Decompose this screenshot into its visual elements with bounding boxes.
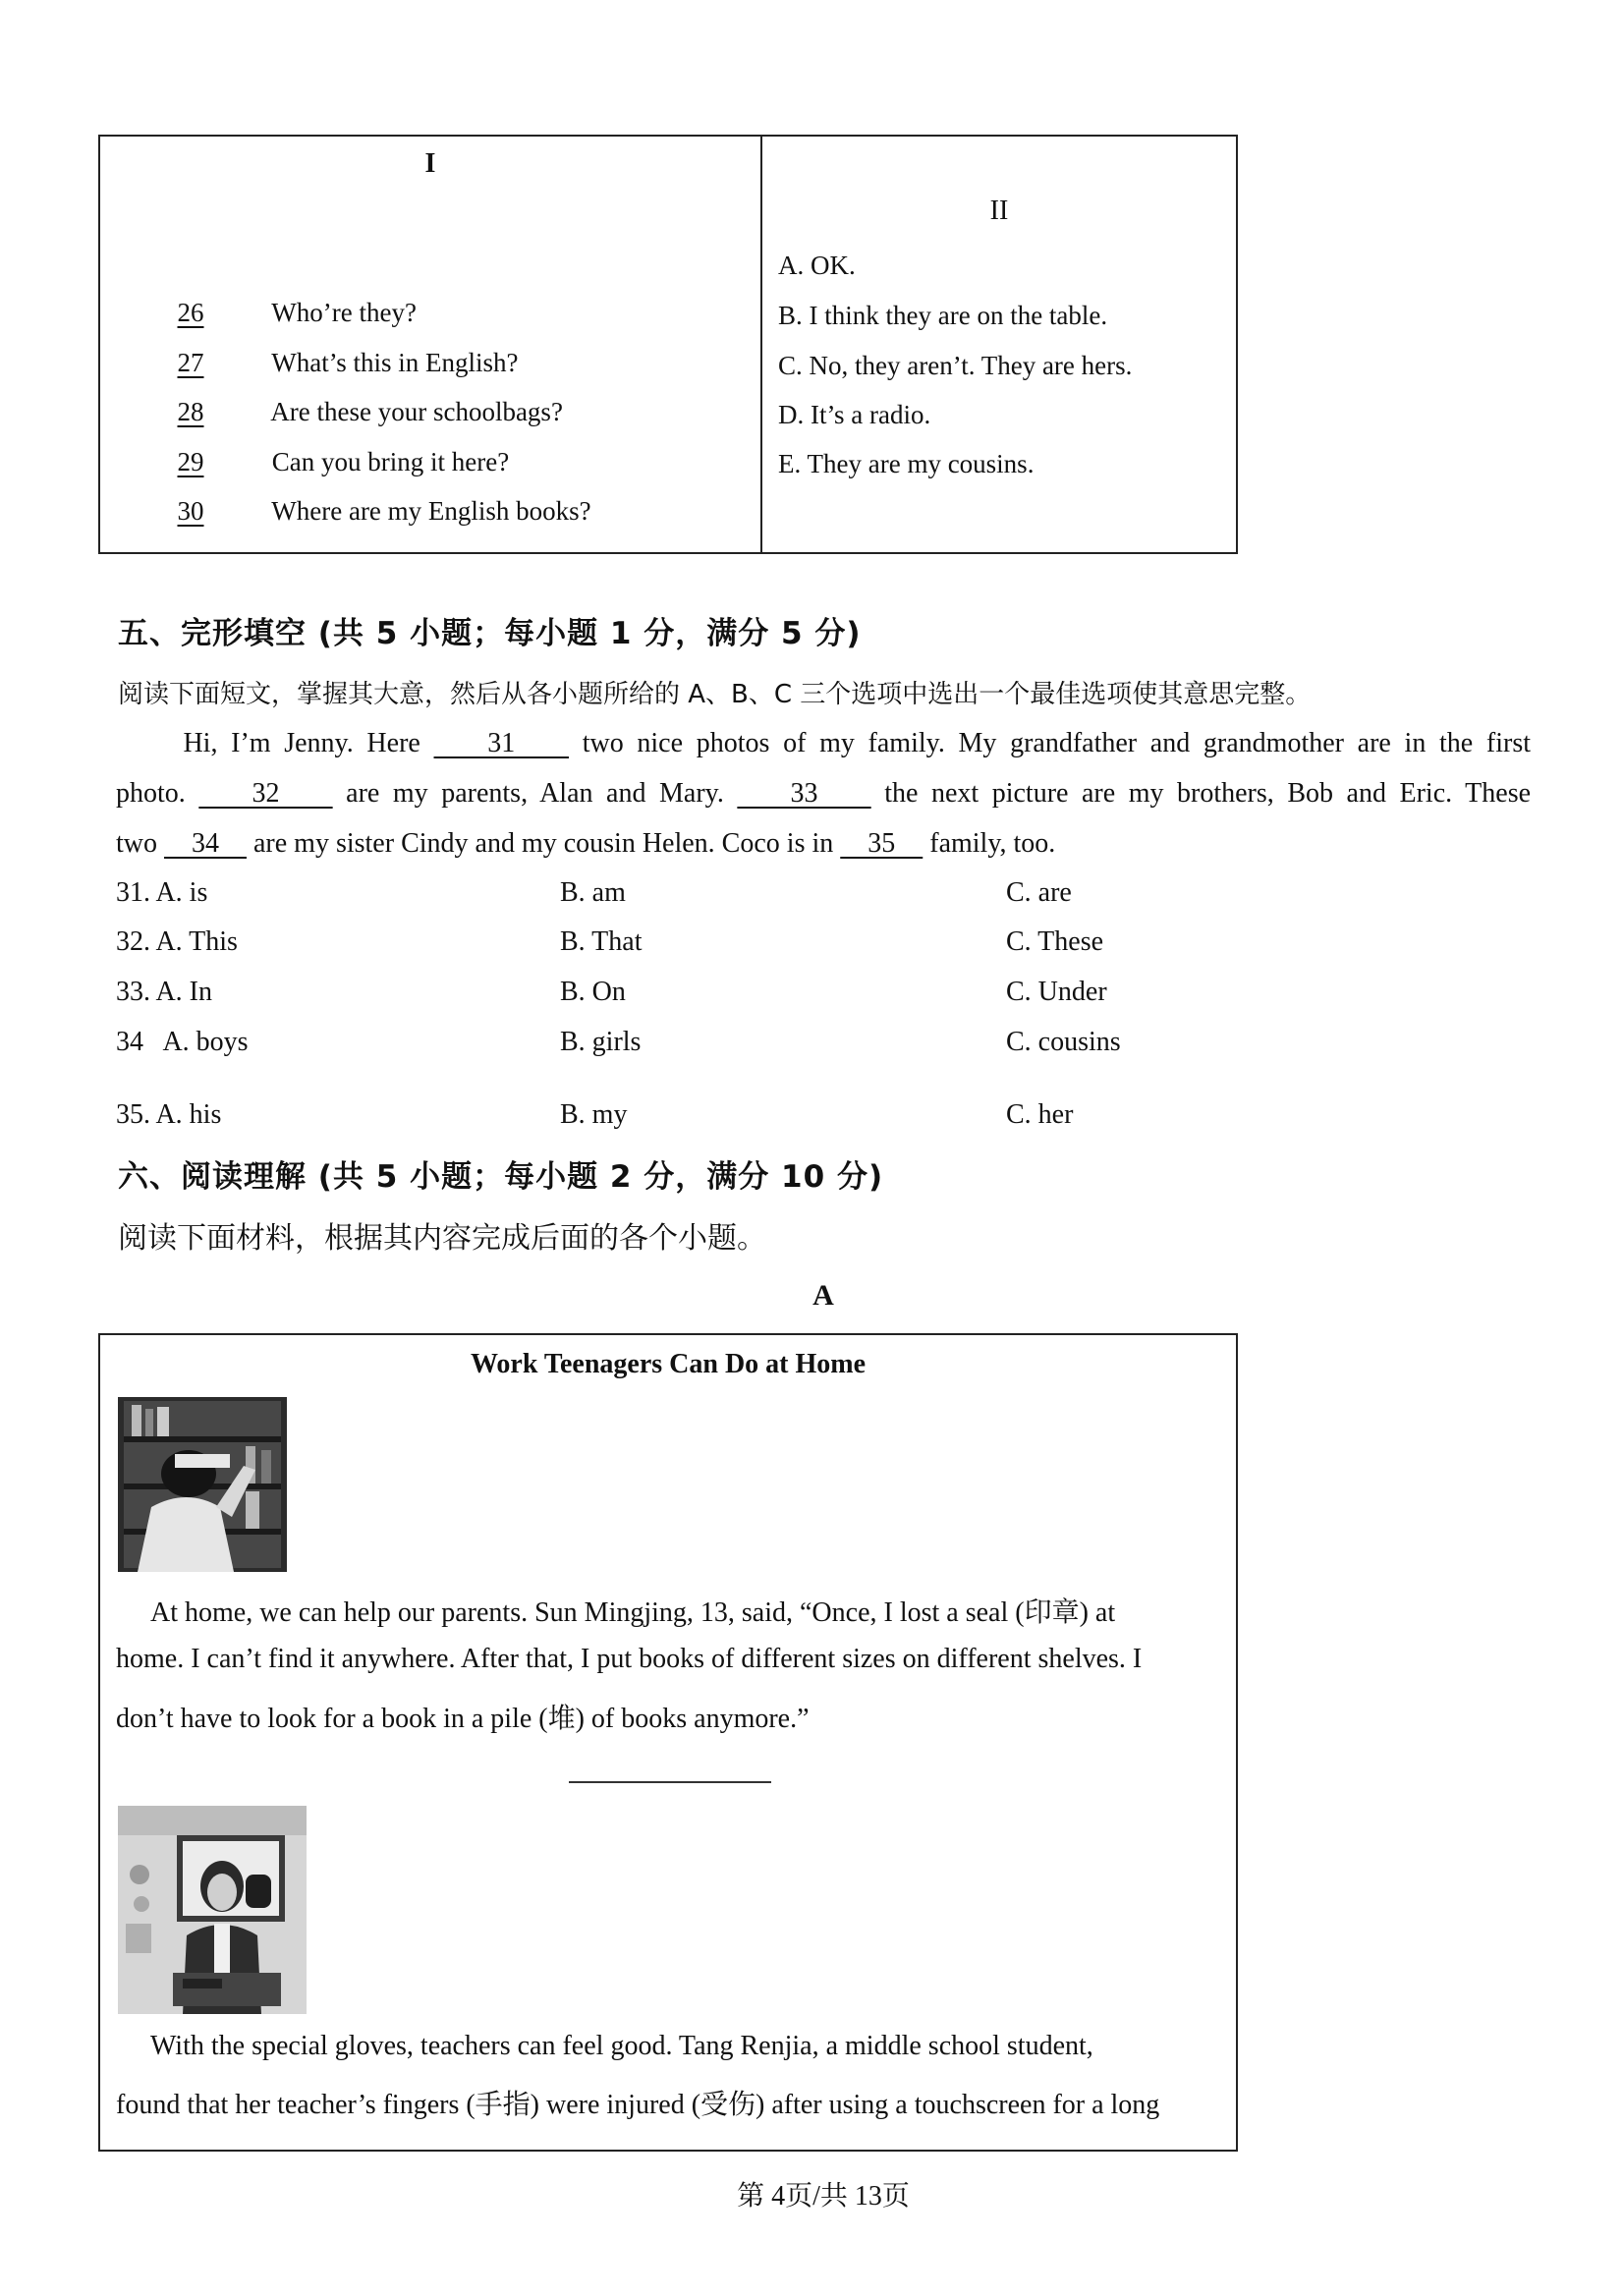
- blank-32: 32: [198, 778, 333, 809]
- passage-letter: A: [812, 1279, 834, 1312]
- column-i-header: I: [424, 148, 436, 179]
- choice-row-34: 34 A. boys B. girls C. cousins: [116, 1027, 1121, 1057]
- question-27: 27 What’s this in English?: [177, 348, 519, 377]
- blank-34: 34: [164, 828, 247, 859]
- choice-row-32: 32. A. This B. That C. These: [116, 926, 1104, 957]
- para1-line-2: home. I can’t find it anywhere. After that, I put books of different sizes on different shelves. I: [116, 1644, 1143, 1674]
- para2-line-2: found that her teacher’s fingers (手指) were injured (受伤) after using a touchscreen for a long: [116, 2090, 1160, 2120]
- question-28: 28 Are these your schoolbags?: [177, 397, 563, 426]
- section-5-title: 五、完形填空 (共 5 小题；每小题 1 分，满分 5 分): [118, 616, 862, 651]
- section-5-instruction: 阅读下面短文，掌握其大意，然后从各小题所给的 A、B、C 三个选项中选出一个最佳选项使其意思完整。: [118, 680, 1312, 709]
- option-c: C. No, they aren’t. They are hers.: [778, 351, 1133, 380]
- cloze-line-1: Hi, I’m Jenny. Here 31 two nice photos of my family. My grandfather and grandmother are in the first: [183, 728, 1531, 758]
- page-footer: 第 4页/共 13页: [737, 2181, 910, 2212]
- para1-line-1: At home, we can help our parents. Sun Mingjing, 13, said, “Once, I lost a seal (印章) at: [150, 1597, 1116, 1628]
- choice-row-33: 33. A. In B. On C. Under: [116, 977, 1107, 1007]
- bookshelf-photo: [118, 1397, 287, 1572]
- blank-31: 31: [433, 728, 570, 758]
- blank-35: 35: [840, 828, 923, 859]
- student-gloves-image: [118, 1806, 307, 2014]
- reading-title: Work Teenagers Can Do at Home: [470, 1349, 867, 1379]
- choice-row-31: 31. A. is B. am C. are: [116, 877, 1072, 908]
- option-a: A. OK.: [778, 251, 856, 280]
- reading-box: [98, 1333, 1238, 2152]
- matching-column-i: [100, 137, 762, 552]
- column-ii-header: II: [989, 196, 1009, 226]
- section-6-instruction: 阅读下面材料，根据其内容完成后面的各个小题。: [118, 1221, 766, 1256]
- question-29: 29 Can you bring it here?: [177, 447, 510, 476]
- matching-column-ii: [762, 137, 1236, 552]
- cloze-line-3: two 34 are my sister Cindy and my cousin Helen. Coco is in 35 family, too.: [116, 828, 1056, 859]
- para1-line-3: don’t have to look for a book in a pile (堆) of books anymore.”: [116, 1704, 810, 1734]
- option-e: E. They are my cousins.: [778, 449, 1035, 478]
- question-26: 26 Who’re they?: [177, 298, 417, 327]
- section-6-title: 六、阅读理解 (共 5 小题；每小题 2 分，满分 10 分): [118, 1159, 884, 1195]
- blank-33: 33: [737, 778, 871, 809]
- matching-table: [98, 135, 1238, 554]
- option-b: B. I think they are on the table.: [778, 301, 1108, 330]
- para2-line-1: With the special gloves, teachers can feel good. Tang Renjia, a middle school student,: [150, 2031, 1093, 2061]
- student-gloves-photo: [118, 1806, 307, 2014]
- cloze-line-2: photo. 32 are my parents, Alan and Mary. 33 the next picture are my brothers, Bob and Eric. These: [116, 778, 1532, 809]
- question-30: 30 Where are my English books?: [177, 496, 591, 526]
- option-d: D. It’s a radio.: [778, 400, 931, 429]
- separator-line: [569, 1781, 771, 1783]
- choice-row-35: 35. A. his B. my C. her: [116, 1099, 1074, 1130]
- bookshelf-image: [118, 1397, 287, 1572]
